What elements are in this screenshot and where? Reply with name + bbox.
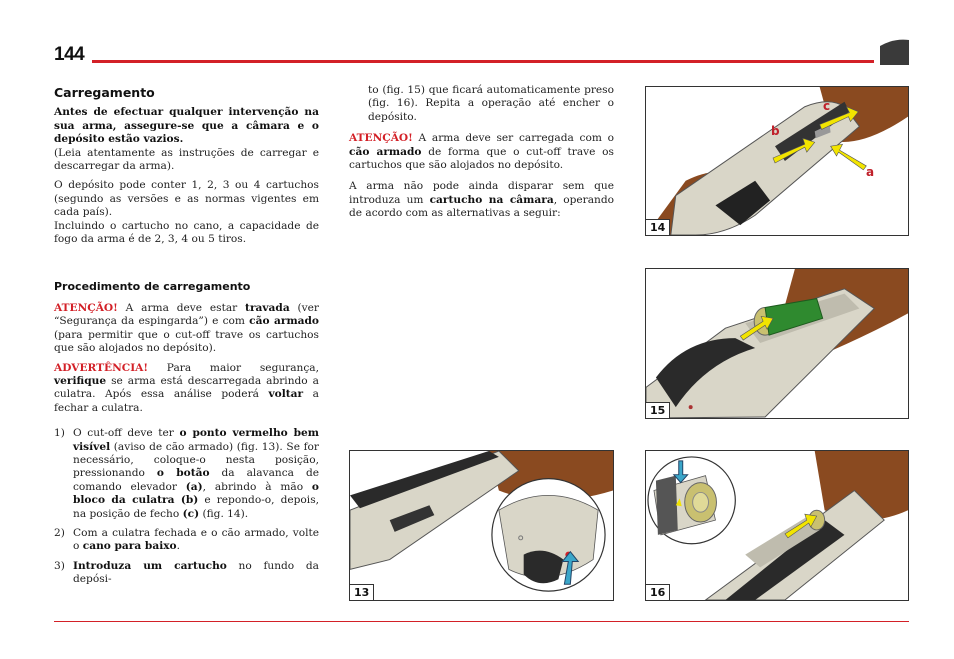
- middle-column: [349, 84, 614, 227]
- footer-rule: [54, 621, 909, 622]
- fire-capacity: Incluindo o cartucho no cano, a capacidade de fogo da arma é de 2, 3, 4 ou 5 tiros.: [54, 219, 319, 246]
- left-column: [54, 84, 319, 593]
- procedure-steps: [54, 427, 319, 586]
- step-2: 2) Com a culatra fechada e o cão armado, volte o cano para baixo.: [54, 526, 319, 553]
- figure-16: [645, 450, 909, 601]
- header-rule: [92, 60, 874, 63]
- figure-label: 15: [646, 402, 670, 418]
- cutoff-indicator-illustration: [350, 451, 613, 600]
- callout-c: c: [823, 99, 831, 113]
- figure-13: [349, 450, 614, 601]
- page-number: 144: [54, 44, 85, 65]
- cartridge-locked-illustration: [646, 451, 908, 600]
- attention-note-2: ATENÇÃO! A arma deve ser carregada com o cão armado de forma que o cut-off trave os cartuchos que são alojados no depósito.: [349, 132, 614, 172]
- figure-label: 16: [646, 584, 670, 600]
- callout-b: b: [771, 124, 780, 138]
- step-1: 1) O cut-off deve ter o ponto vermelho bem visível (aviso de cão armado) (fig. 13). Se for necessário, coloque-o nesta posição, pressionando o botão da alavanca de comando elevador (a), abrindo à mão o bloco da culatra (b) e repondo-o, depois, na posição de fecho (c) (fig. 14).: [54, 427, 319, 520]
- advertencia-note: ADVERTÊNCIA! Para maior segurança, verifique se arma está descarregada abrindo a culatra. Após essa análise poderá voltar a fechar a culatra.: [54, 361, 319, 414]
- procedure-subtitle: Procedimento de carregamento: [54, 280, 251, 294]
- chapter-tab-marker: [880, 38, 909, 65]
- step-3-continued: to (fig. 15) que ficará automaticamente preso (fig. 16). Repita a operação até encher o depósito.: [368, 84, 614, 123]
- callout-a: a: [866, 165, 875, 179]
- cartridge-insertion-illustration: [646, 269, 908, 418]
- figure-15: [645, 268, 909, 419]
- section-title: Carregamento: [54, 85, 155, 100]
- attention-note: ATENÇÃO! A arma deve estar travada (ver “Segurança da espingarda”) e com cão armado (para permitir que o cut-off trave os cartuchos que são alojados no depósito).: [54, 301, 319, 355]
- receiver-illustration: [646, 87, 908, 235]
- intro-warning: Antes de efectuar qualquer intervenção na sua arma, assegure-se que a câmara e o depósito estão vazios. (Leia atentamente as instruções de carregar e descarregar da arma).: [54, 106, 319, 173]
- chamber-note: A arma não pode ainda disparar sem que introduza um cartucho na câmara, operando de acordo com as alternativas a seguir:: [349, 180, 615, 220]
- figure-label: 14: [646, 219, 670, 235]
- deposit-capacity: O depósito pode conter 1, 2, 3 ou 4 cartuchos (segundo as versões e as normas vigentes em cada país).: [54, 179, 319, 219]
- figure-14: [645, 86, 909, 236]
- figure-label: 13: [350, 584, 374, 600]
- step-3: 3) Introduza um cartucho no fundo da depósi-: [54, 559, 319, 586]
